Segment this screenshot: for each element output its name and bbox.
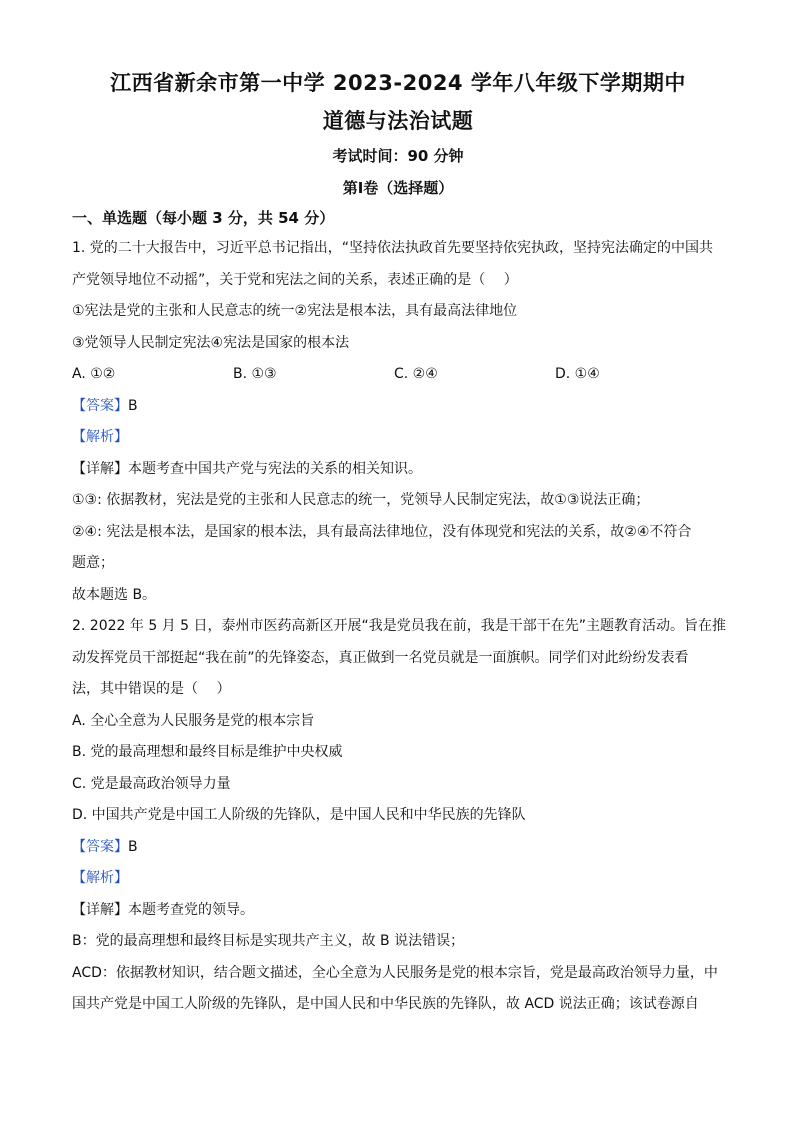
q1-conclusion: 故本题选 B。 <box>72 586 157 603</box>
q1-stem-line2: 产党领导地位不动摇”，关于党和宪法之间的关系，表述正确的是（ ） <box>72 271 518 288</box>
q2-option-b: B. 党的最高理想和最终目标是维护中央权威 <box>72 744 343 760</box>
q1-stem-line1: 1. 党的二十大报告中，习近平总书记指出，“坚持依法执政首先要坚持依宪执政，坚持宪法确定的中国共 <box>72 240 714 256</box>
q1-analysis <box>72 422 724 454</box>
q1-answer-tag: 【答案】 <box>72 397 128 414</box>
q1-answer-value: B <box>128 397 138 414</box>
q2-answer <box>72 832 724 864</box>
exam-title-line1: 江西省新余市第一中学 2023-2024 学年八年级下学期期中 <box>110 71 686 95</box>
q1-detail-text: 本题考查中国共产党与宪法的关系的相关知识。 <box>128 460 422 477</box>
q2-explanation-1: B：党的最高理想和最终目标是实现共产主义，故 B 说法错误； <box>72 933 465 949</box>
q1-options <box>72 359 724 391</box>
section-heading: 一、单选题（每小题 3 分，共 54 分） <box>72 209 335 227</box>
q1-option-b: B. ①③ <box>233 366 277 382</box>
q2-answer-tag: 【答案】 <box>72 838 128 855</box>
q1-answer <box>72 391 724 423</box>
volume-label: 第Ⅰ卷（选择题） <box>342 179 454 197</box>
q2-analysis <box>72 863 724 895</box>
q1-detail <box>72 454 724 486</box>
q1-option-d: D. ①④ <box>555 366 600 382</box>
q2-detail <box>72 895 724 927</box>
q2-detail-tag: 【详解】 <box>72 901 128 918</box>
q2-answer-value: B <box>128 838 138 855</box>
question-1 <box>72 233 724 611</box>
q2-stem-line2: 动发挥党员干部挺起“我在前”的先锋姿态，真正做到一名党员就是一面旗帜。同学们对此纷纷发表看 <box>72 649 689 666</box>
exam-title-line2: 道德与法治试题 <box>322 109 474 133</box>
q1-option-a: A. ①② <box>72 366 116 382</box>
q2-stem-line1: 2. 2022 年 5 月 5 日，泰州市医药高新区开展“我是党员我在前，我是干部干在先”主题教育活动。旨在推 <box>72 618 727 634</box>
q1-detail-tag: 【详解】 <box>72 460 128 477</box>
q1-option-c: C. ②④ <box>394 366 438 382</box>
q2-explanation-2-line2: 国共产党是中国工人阶级的先锋队，是中国人民和中华民族的先锋队，故 ACD 说法正确；该试卷源自 <box>72 996 699 1012</box>
q2-explanation-2-line1: ACD：依据教材知识，结合题文描述，全心全意为人民服务是党的根本宗旨，党是最高政治领导力量，中 <box>72 964 718 981</box>
q1-statement-line1: ①宪法是党的主张和人民意志的统一②宪法是根本法，具有最高法律地位 <box>72 303 518 319</box>
q2-option-c: C. 党是最高政治领导力量 <box>72 775 231 792</box>
q2-option-d: D. 中国共产党是中国工人阶级的先锋队，是中国人民和中华民族的先锋队 <box>72 807 526 823</box>
q1-analysis-tag: 【解析】 <box>72 429 128 445</box>
q1-explanation-1: ①③: 依据教材，宪法是党的主张和人民意志的统一，党领导人民制定宪法，故①③说法正确； <box>72 492 650 508</box>
exam-time: 考试时间：90 分钟 <box>332 147 464 165</box>
exam-page <box>72 64 727 1021</box>
q1-explanation-2-line2: 题意； <box>72 555 114 571</box>
q2-option-a: A. 全心全意为人民服务是党的根本宗旨 <box>72 712 315 729</box>
question-2 <box>72 611 727 1021</box>
q2-analysis-tag: 【解析】 <box>72 870 128 886</box>
q1-statement-line2: ③党领导人民制定宪法④宪法是国家的根本法 <box>72 334 350 351</box>
q1-explanation-2-line1: ②④: 宪法是根本法，是国家的根本法，具有最高法律地位，没有体现党和宪法的关系，故②④不符合 <box>72 523 692 540</box>
q2-stem-line3: 法，其中错误的是（ ） <box>72 681 231 697</box>
q2-detail-text: 本题考查党的领导。 <box>128 901 254 918</box>
